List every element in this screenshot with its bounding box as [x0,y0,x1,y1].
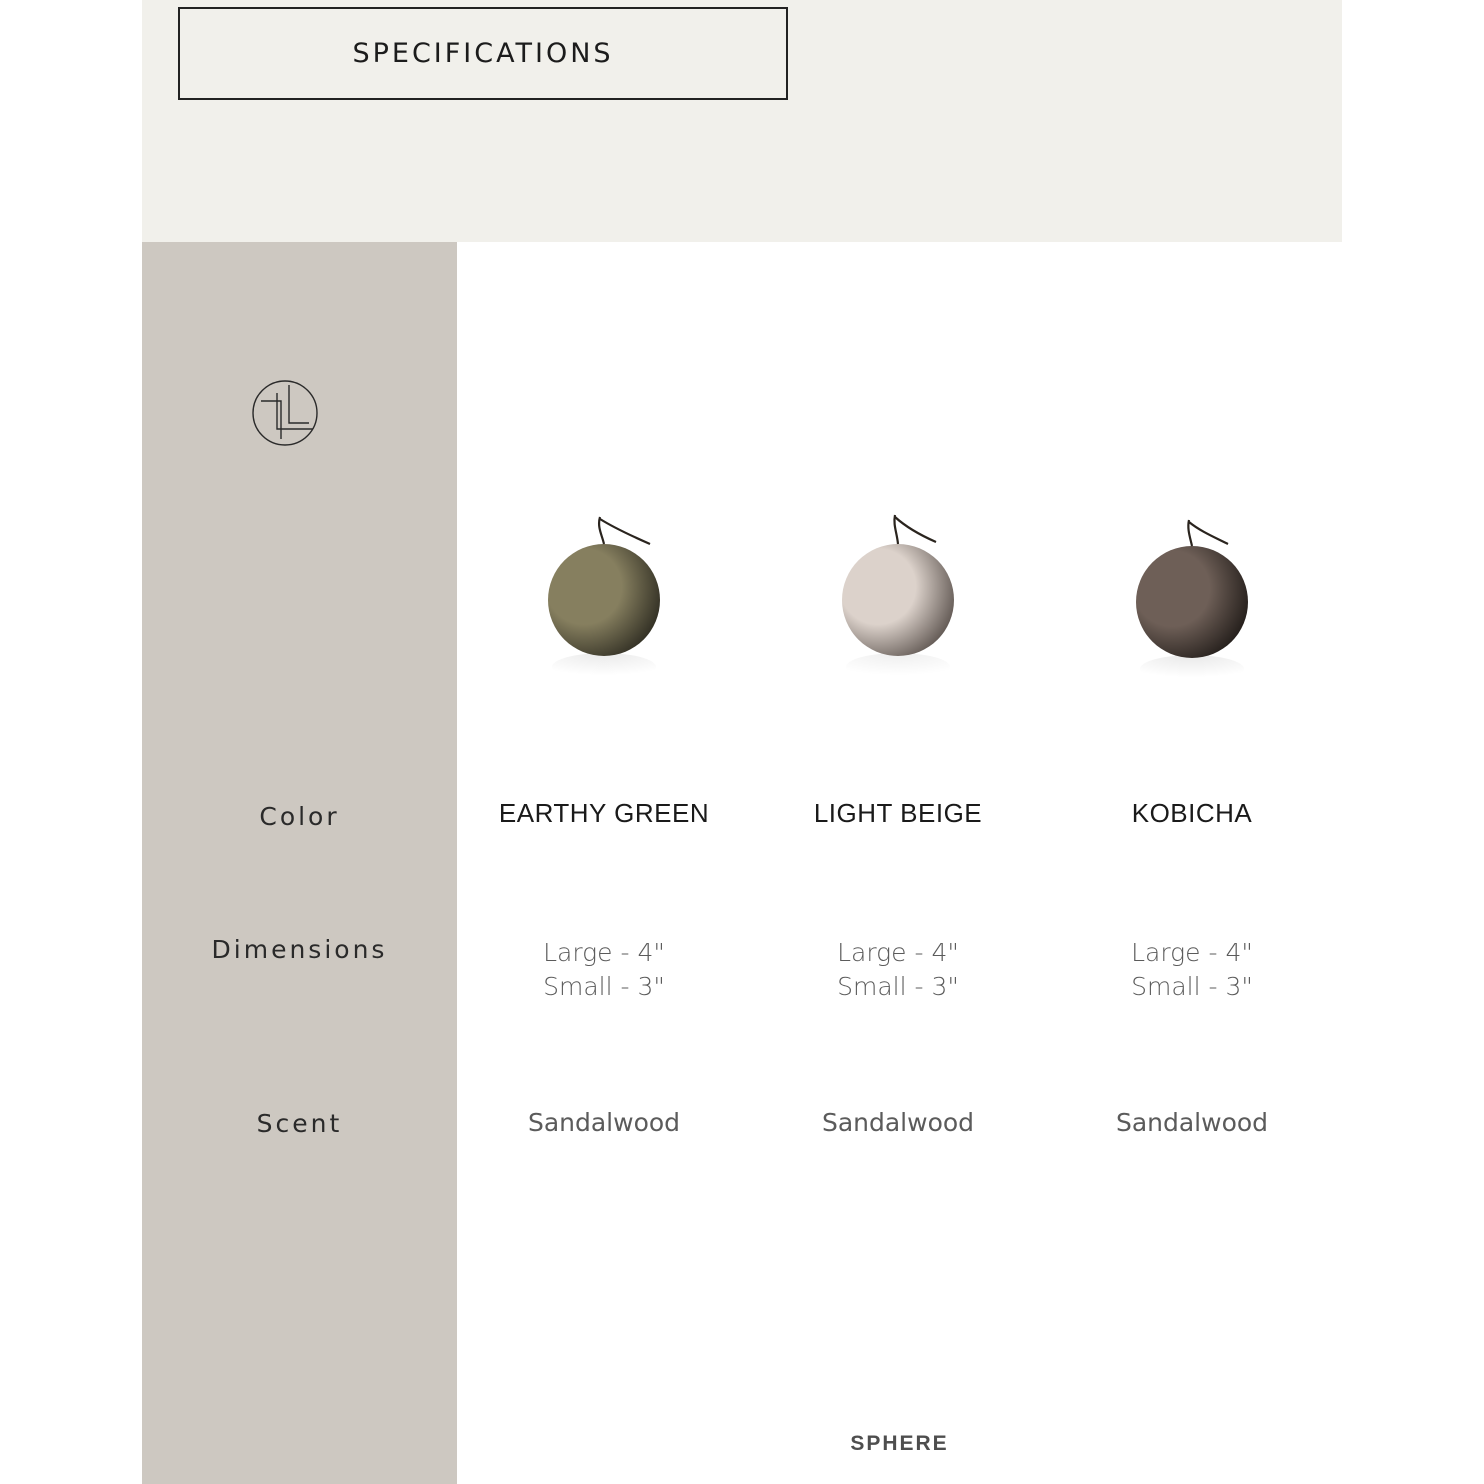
sphere-candle-image [798,487,998,687]
sphere-candle-image [1092,487,1292,687]
dimension-small: Small - 3" [543,972,665,1001]
color-name: LIGHT BEIGE [813,798,983,828]
products-table [457,242,1342,1484]
dimensions-value [1045,936,1339,1004]
scent-value: Sandalwood [821,1108,975,1137]
scent-value: Sandalwood [527,1108,681,1137]
product-column-light-beige [751,242,1045,1484]
dimension-small: Small - 3" [837,972,959,1001]
scent-value: Sandalwood [1115,1108,1269,1137]
row-label-scent: Scent [256,1109,343,1138]
specifications-title: SPECIFICATIONS [178,7,788,100]
color-name: EARTHY GREEN [498,798,710,828]
dimension-large: Large - 4" [1131,938,1253,967]
dimension-small: Small - 3" [1131,972,1253,1001]
product-column-kobicha [1045,242,1339,1484]
shape-label: SPHERE [850,1432,949,1455]
color-name: KOBICHA [1131,798,1253,828]
product-column-earthy-green [457,242,751,1484]
dimension-large: Large - 4" [837,938,959,967]
dimensions-value [751,936,1045,1004]
brand-monogram-icon [251,379,319,447]
sphere-candle-image [504,487,704,687]
row-label-color: Color [259,802,340,831]
label-column [142,242,457,1484]
dimension-large: Large - 4" [543,938,665,967]
dimensions-value [457,936,751,1004]
row-label-dimensions: Dimensions [211,935,388,964]
spec-sheet [142,0,1342,1484]
header-band [142,0,1342,242]
